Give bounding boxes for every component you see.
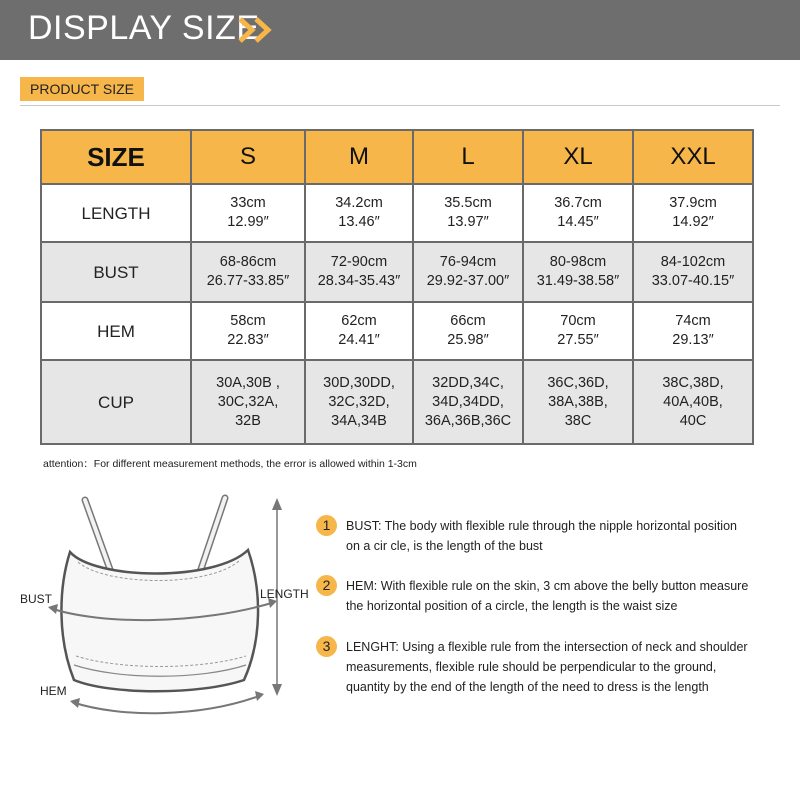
attention-note: attention：For different measurement methods, the error is allowed within 1-3cm xyxy=(43,458,417,470)
row-label: CUP xyxy=(41,360,191,444)
cell-line: 22.83″ xyxy=(227,332,269,348)
table-cell xyxy=(633,360,753,444)
length-diagram-label: LENGTH xyxy=(260,587,309,601)
column-header: XL xyxy=(523,130,633,184)
table-cell xyxy=(413,184,523,242)
cell-line: 58cm xyxy=(230,313,266,329)
column-header: S xyxy=(191,130,305,184)
cell-line: 74cm xyxy=(675,313,711,329)
table-cell xyxy=(633,242,753,302)
number-badge: 2 xyxy=(316,575,337,596)
note-line: on a cir cle, is the length of the bust xyxy=(346,539,543,553)
table-cell xyxy=(633,184,753,242)
cell-line: 24.41″ xyxy=(338,332,380,348)
column-header: XXL xyxy=(633,130,753,184)
hem-diagram-label: HEM xyxy=(40,684,67,698)
table-row xyxy=(41,360,753,444)
cell-line: 36A,36B,36C xyxy=(424,412,512,429)
size-table xyxy=(40,129,754,445)
cell-line: 32DD,34C, xyxy=(432,374,504,391)
cell-line: 36C,36D, xyxy=(547,374,609,391)
cell-line: 84-102cm xyxy=(660,254,726,270)
table-cell xyxy=(191,184,305,242)
section-divider xyxy=(20,105,780,106)
cell-line: 27.55″ xyxy=(557,332,599,348)
cell-line: 40A,40B, xyxy=(663,393,723,410)
cell-line: 38C,38D, xyxy=(662,374,724,391)
cell-line: 30D,30DD, xyxy=(323,374,395,391)
cell-line: 34A,34B xyxy=(331,412,387,429)
table-cell xyxy=(523,242,633,302)
cell-line: 32C,32D, xyxy=(328,393,390,410)
table-cell xyxy=(633,302,753,360)
column-header: L xyxy=(413,130,523,184)
table-row xyxy=(41,242,753,302)
cell-line: 30C,32A, xyxy=(217,393,279,410)
cell-line: 37.9cm xyxy=(669,195,717,211)
cell-line: 68-86cm xyxy=(219,254,277,270)
cell-line: 70cm xyxy=(560,313,596,329)
cell-line: 14.45″ xyxy=(557,214,599,230)
table-cell xyxy=(305,360,413,444)
hem-measure-arrow xyxy=(70,691,264,713)
strap-right xyxy=(200,498,225,572)
table-header-row xyxy=(41,130,753,184)
garment-diagram xyxy=(0,480,310,800)
note-text xyxy=(346,576,776,616)
table-cell xyxy=(523,184,633,242)
cell-line: 33cm xyxy=(230,195,266,211)
cell-line: 72-90cm xyxy=(330,254,388,270)
cell-line: 66cm xyxy=(450,313,486,329)
cell-line: 30A,30B , xyxy=(216,374,280,391)
note-length xyxy=(316,636,776,700)
cell-line: 29.13″ xyxy=(672,332,714,348)
cell-line: 31.49-38.58″ xyxy=(536,273,620,289)
cell-line: 32B xyxy=(235,412,261,429)
double-chevron-right-icon xyxy=(236,16,278,44)
cell-line: 40C xyxy=(679,412,707,429)
number-badge: 3 xyxy=(316,636,337,657)
table-cell xyxy=(523,360,633,444)
row-label: BUST xyxy=(41,242,191,302)
cell-line: 26.77-33.85″ xyxy=(206,273,290,289)
row-label: LENGTH xyxy=(41,184,191,242)
cell-line: 35.5cm xyxy=(444,195,492,211)
table-cell xyxy=(305,184,413,242)
cell-line: 14.92″ xyxy=(672,214,714,230)
cell-line: 38C xyxy=(564,412,592,429)
cell-line: 12.99″ xyxy=(227,214,269,230)
table-cell xyxy=(191,302,305,360)
row-label: HEM xyxy=(41,302,191,360)
cell-line: 33.07-40.15″ xyxy=(651,273,735,289)
page-title: DISPLAY SIZE xyxy=(28,9,260,47)
column-header: M xyxy=(305,130,413,184)
note-hem xyxy=(316,575,776,619)
cell-line: 62cm xyxy=(341,313,377,329)
section-badge: PRODUCT SIZE xyxy=(20,77,144,101)
cell-line: 25.98″ xyxy=(447,332,489,348)
table-cell xyxy=(191,242,305,302)
cell-line: 13.46″ xyxy=(338,214,380,230)
note-line: measurements, flexible rule should be perpendicular to the ground, xyxy=(346,660,717,674)
cell-line: 34.2cm xyxy=(335,195,383,211)
bust-diagram-label: BUST xyxy=(20,592,53,606)
table-row xyxy=(41,302,753,360)
cell-line: 29.92-37.00″ xyxy=(426,273,510,289)
table-row xyxy=(41,184,753,242)
cell-line: 38A,38B, xyxy=(548,393,608,410)
note-bust xyxy=(316,515,776,559)
table-cell xyxy=(413,242,523,302)
column-header: SIZE xyxy=(41,130,191,184)
cell-line: 13.97″ xyxy=(447,214,489,230)
cell-line: 34D,34DD, xyxy=(432,393,504,410)
table-cell xyxy=(413,360,523,444)
cell-line: 36.7cm xyxy=(554,195,602,211)
table-cell xyxy=(305,242,413,302)
note-line: LENGHT: Using a flexible rule from the intersection of neck and shoulder xyxy=(346,640,748,654)
note-text xyxy=(346,516,776,556)
cell-line: 28.34-35.43″ xyxy=(317,273,401,289)
note-text xyxy=(346,637,776,697)
header-bar xyxy=(0,0,800,60)
note-line: HEM: With flexible rule on the skin, 3 cm above the belly button measure xyxy=(346,579,749,593)
table-cell xyxy=(191,360,305,444)
note-line: BUST: The body with flexible rule through the nipple horizontal position xyxy=(346,519,737,533)
table-cell xyxy=(305,302,413,360)
table-cell xyxy=(523,302,633,360)
note-line: quantity by the end of the length of the need to dress is the length xyxy=(346,680,709,694)
table-cell xyxy=(413,302,523,360)
cell-line: 76-94cm xyxy=(439,254,497,270)
cell-line: 80-98cm xyxy=(549,254,607,270)
note-line: the horizontal position of a circle, the length is the waist size xyxy=(346,599,678,613)
number-badge: 1 xyxy=(316,515,337,536)
